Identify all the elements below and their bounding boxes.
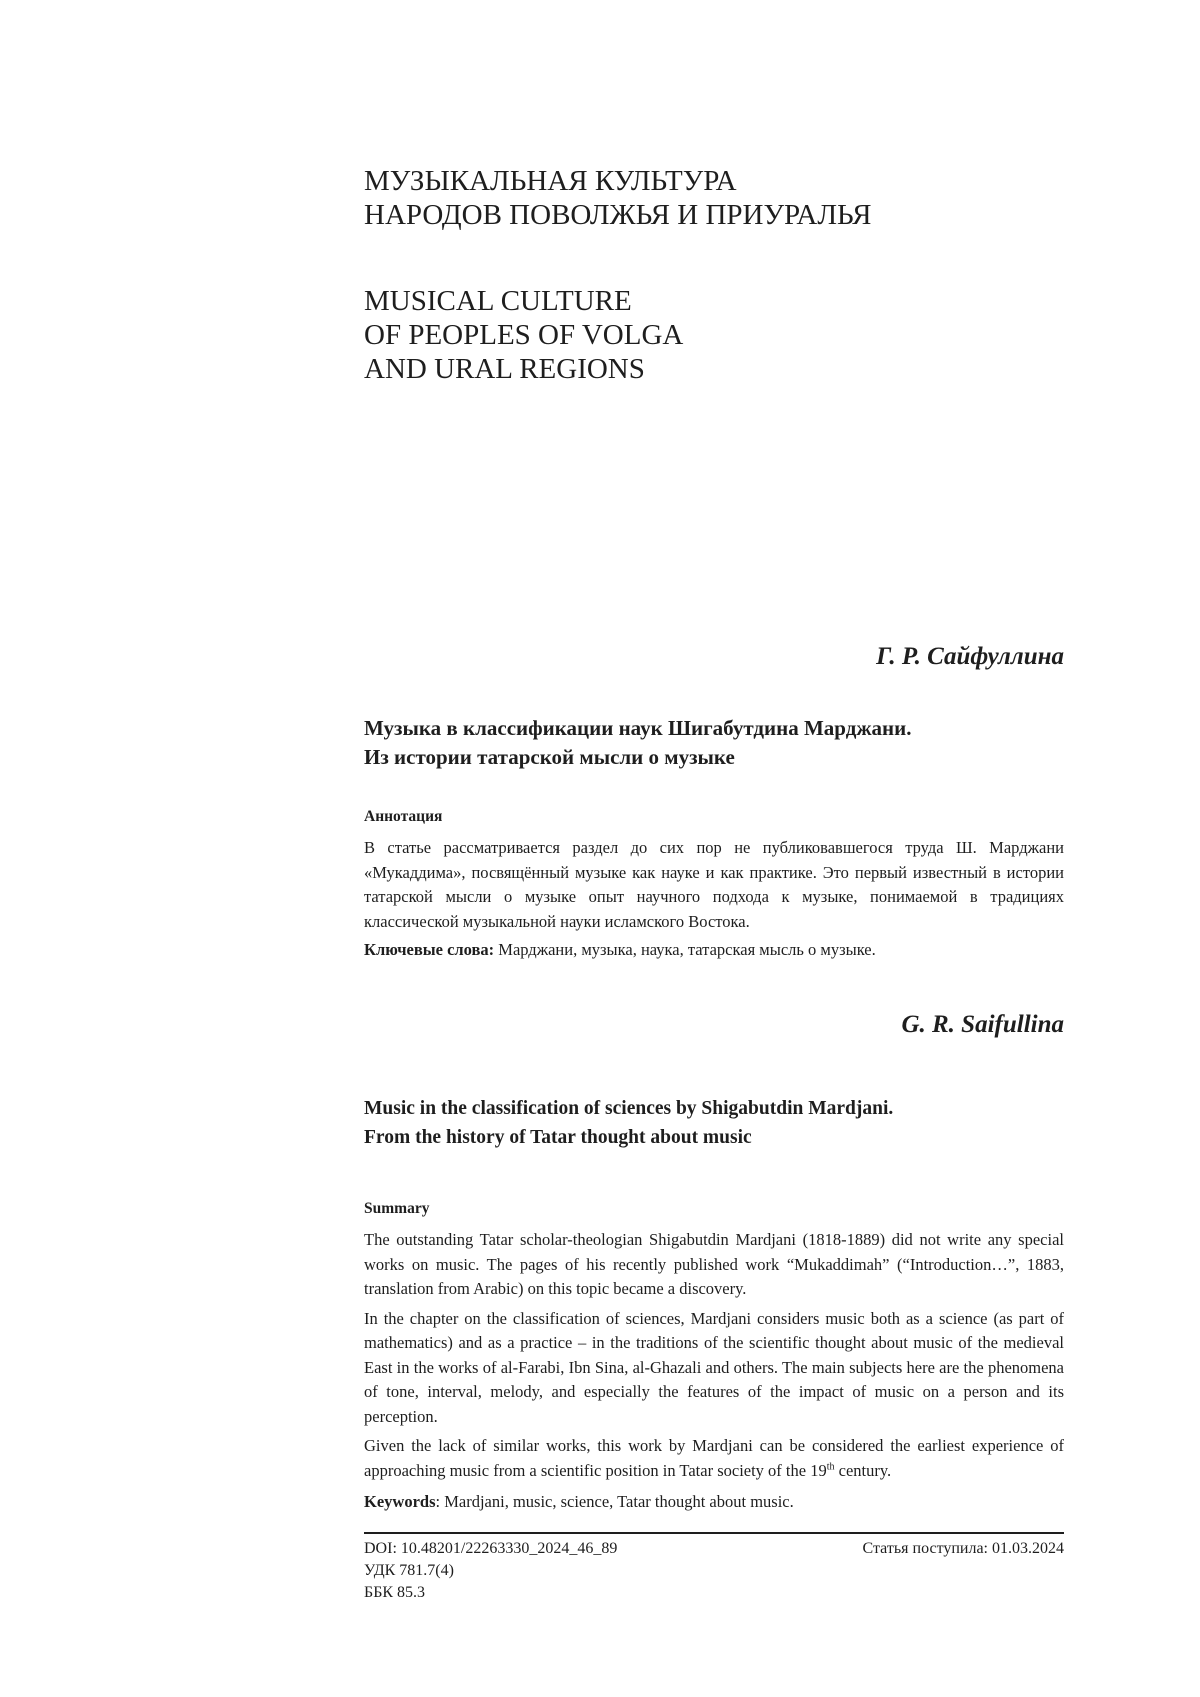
summary-text-end: century. [834, 1460, 892, 1480]
abstract-body-ru [364, 836, 1064, 939]
received-date: Статья поступила: 01.03.2024 [862, 1540, 1064, 1557]
article-title-line: From the history of Tatar thought about music [364, 1127, 752, 1148]
summary-body-en [364, 1228, 1064, 1488]
article-title-line: Музыка в классификации наук Шигабутдина Марджани. [364, 716, 912, 740]
summary-label-en: Summary [364, 1200, 430, 1217]
footer-divider [364, 1532, 1064, 1534]
keywords-text: : Mardjani, music, science, Tatar thought about music. [435, 1492, 794, 1511]
section-heading-en [364, 284, 1064, 386]
author-en: G. R. Saifullina [901, 1011, 1064, 1038]
summary-paragraph: In the chapter on the classification of sciences, Mardjani considers music both as a science (as part of mathematics) and as a practice – in the traditions of the scientific thought about music of the medieval East in the works of al-Farabi, Ibn Sina, al-Ghazali and others. The main subjects here are the phenomena of tone, interval, melody, and especially the features of the impact of music on a person and its perception. [364, 1308, 1064, 1426]
section-heading-line: МУЗЫКАЛЬНАЯ КУЛЬТУРА [364, 165, 737, 197]
article-title-line: Music in the classification of sciences by Shigabutdin Mardjani. [364, 1098, 894, 1119]
section-heading-line: OF PEOPLES OF VOLGA [364, 319, 684, 351]
section-heading-line: AND URAL REGIONS [364, 353, 645, 385]
summary-text: Given the lack of similar works, this work by Mardjani can be considered the earliest experience of approaching music from a scientific position in Tatar society of the 19 [364, 1436, 1064, 1480]
section-heading-line: MUSICAL CULTURE [364, 285, 632, 317]
keywords-label: Ключевые слова: [364, 940, 495, 959]
footer-row [364, 1538, 1064, 1560]
summary-paragraph: The outstanding Tatar scholar-theologian Shigabutdin Mardjani (1818-1889) did not write any special works on music. The pages of his recently published work “Mukaddimah” (“Introduction…”, 1883, translation from Arabic) on this topic became a discovery. [364, 1230, 1064, 1298]
author-ru: Г. Р. Сайфуллина [876, 643, 1064, 670]
section-heading-ru [364, 164, 1064, 232]
article-title-ru [364, 714, 1064, 772]
article-title-en [364, 1094, 1064, 1152]
bbk-code: ББК 85.3 [364, 1584, 426, 1601]
keywords-en [364, 1490, 1064, 1514]
summary-paragraph [364, 1434, 1064, 1483]
keywords-text: Марджани, музыка, наука, татарская мысль о музыке. [498, 940, 876, 959]
article-metadata-footer [364, 1538, 1064, 1604]
ordinal-superscript: th [826, 1461, 835, 1472]
keywords-label: Keywords [364, 1492, 436, 1511]
abstract-paragraph: В статье рассматривается раздел до сих пор не публиковавшегося труда Ш. Марджани «Мукаддима», посвящённый музыке как науке и как практике. Это первый известный в истории татарской мысли о музыке опыт научного подхода к музыке, понимаемой в традициях классической музыкальной науки исламского Востока. [364, 838, 1064, 931]
udk-code: УДК 781.7(4) [364, 1562, 454, 1579]
abstract-label-ru: Аннотация [364, 808, 443, 825]
keywords-ru [364, 938, 1064, 962]
article-title-line: Из истории татарской мысли о музыке [364, 745, 735, 769]
doi-text: DOI: 10.48201/22263330_2024_46_89 [364, 1540, 618, 1557]
section-heading-line: НАРОДОВ ПОВОЛЖЬЯ И ПРИУРАЛЬЯ [364, 199, 872, 231]
